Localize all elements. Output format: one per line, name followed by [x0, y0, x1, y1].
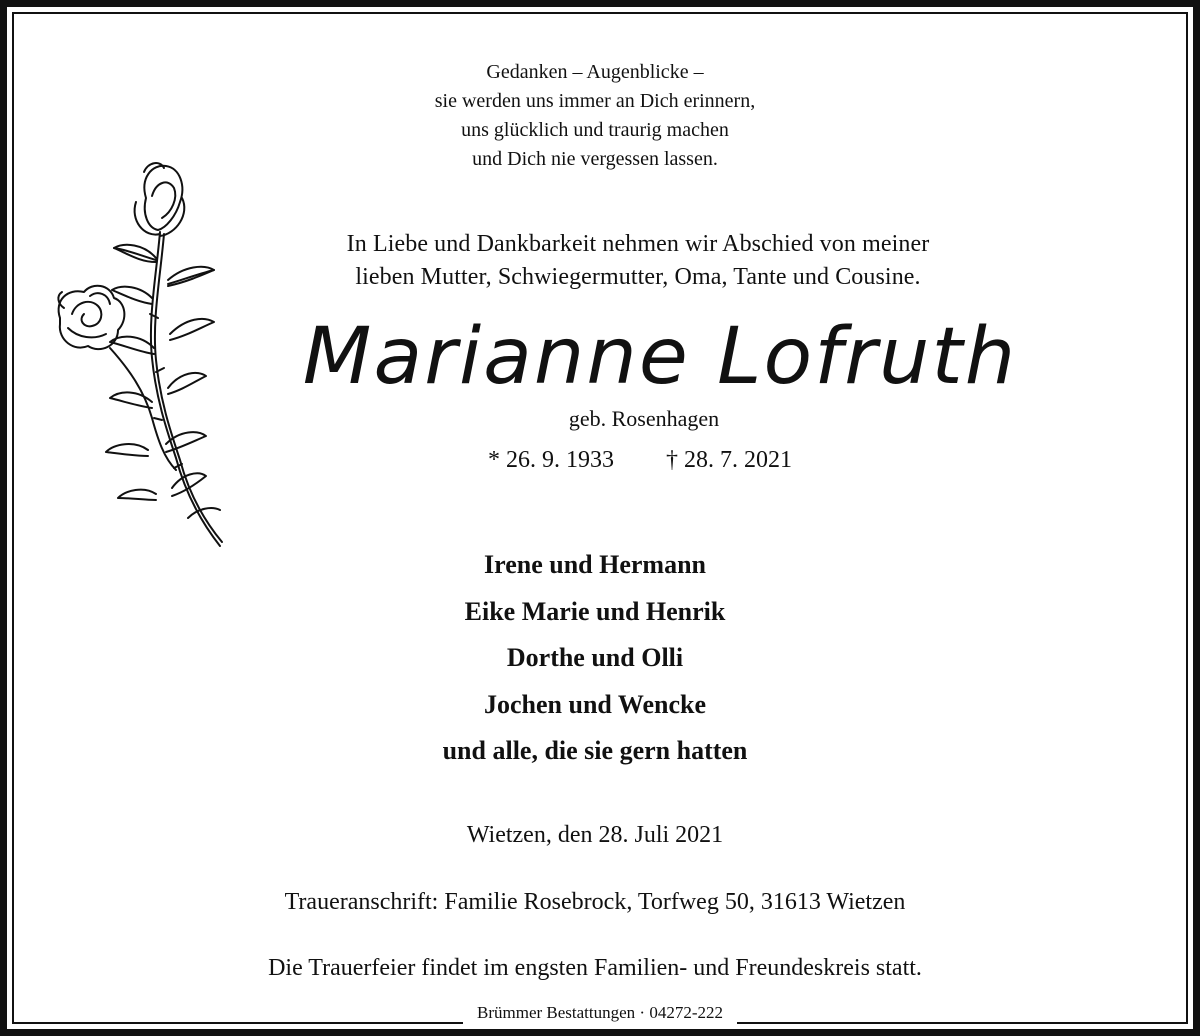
mourner-line: Eike Marie und Henrik [464, 596, 726, 626]
intro-line: In Liebe und Dankbarkeit nehmen wir Abschied von meiner [346, 231, 930, 257]
poem-line: uns glücklich und traurig machen [461, 119, 729, 141]
mourner-line: Dorthe und Olli [506, 643, 684, 672]
mourner-line: und alle, die sie gern hatten [442, 736, 748, 765]
undertaker-credit: Brümmer Bestattungen · 04272-222 [463, 1000, 737, 1026]
life-dates [0, 444, 1200, 476]
deceased-name: Marianne Lofruth [302, 312, 1018, 402]
mourner-line: Irene und Hermann [484, 550, 706, 579]
death-date: † 28. 7. 2021 [666, 447, 792, 473]
ceremony-note: Die Trauerfeier findet im engsten Familien- und Freundeskreis statt. [268, 955, 922, 981]
poem-line: und Dich nie vergessen lassen. [472, 148, 718, 170]
poem [0, 58, 1190, 174]
poem-line: sie werden uns immer an Dich erinnern, [434, 90, 756, 112]
farewell-intro [22, 228, 1200, 294]
birth-date: * 26. 9. 1933 [488, 447, 614, 473]
poem-line: Gedanken – Augenblicke – [486, 61, 704, 83]
maiden-name: geb. Rosenhagen [568, 406, 720, 431]
mourning-address: Traueranschrift: Familie Rosebrock, Torfweg 50, 31613 Wietzen [284, 889, 906, 915]
mourner-line: Jochen und Wencke [483, 689, 706, 719]
mourners-list [0, 542, 1190, 775]
place-and-date: Wietzen, den 28. Juli 2021 [466, 822, 724, 848]
intro-line: lieben Mutter, Schwiegermutter, Oma, Tante und Cousine. [355, 264, 921, 290]
